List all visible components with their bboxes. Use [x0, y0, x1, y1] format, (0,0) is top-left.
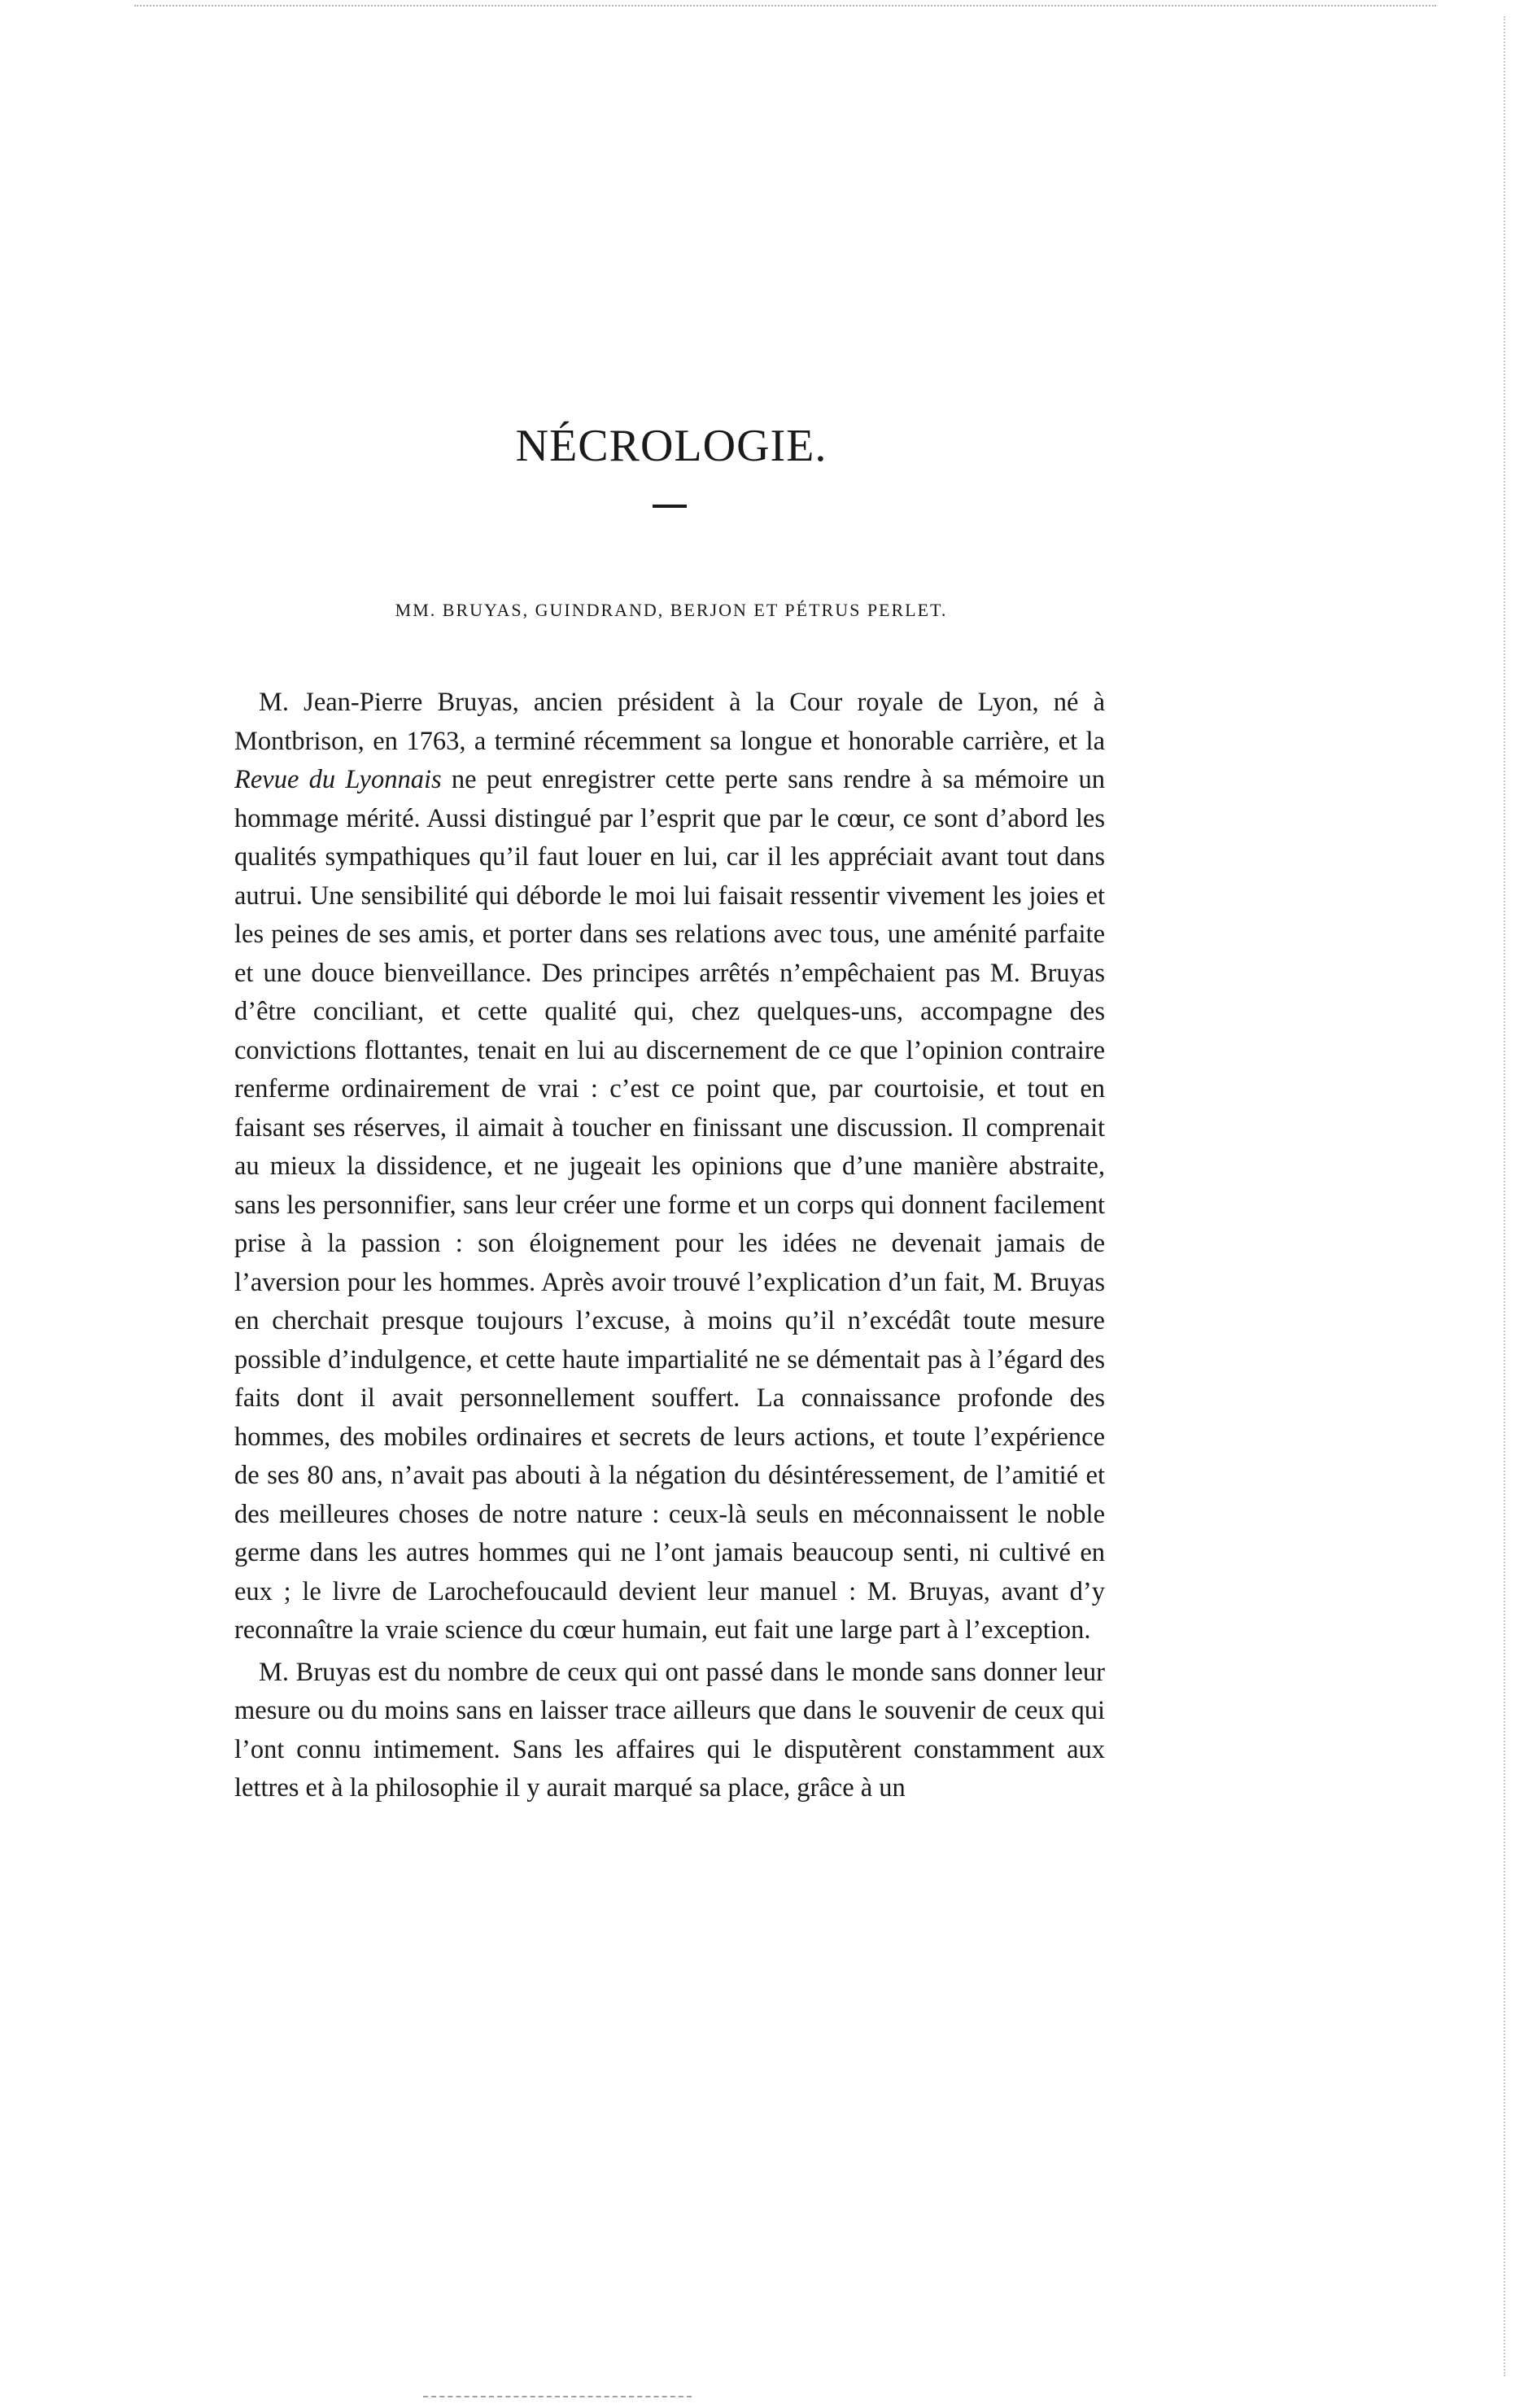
paragraph-1-part-1: M. Jean-Pierre Bruyas, ancien président à la Cour royale de Lyon, né à Montbrison, en 1763, a terminé récemment sa longue et honorable carrière, et la	[234, 688, 1105, 756]
scan-artifact-top	[134, 5, 1436, 8]
scan-artifact-bottom	[423, 2396, 692, 2399]
scan-artifact-right	[1504, 16, 1507, 2376]
title-divider	[653, 505, 687, 508]
section-subtitle: MM. BRUYAS, GUINDRAND, BERJON ET PÉTRUS PERLET.	[395, 600, 948, 620]
body-text	[234, 684, 1105, 1808]
page-title: NÉCROLOGIE.	[515, 420, 828, 471]
journal-title-italic: Revue du Lyonnais	[234, 765, 442, 794]
paragraph-1	[234, 684, 1105, 1650]
paragraph-2: M. Bruyas est du nombre de ceux qui ont passé dans le monde sans donner leur mesure ou du moins sans en laisser trace ailleurs que dans le souvenir de ceux qui l’ont connu intimement. Sans les affaires qui le disputèrent constamment aux lettres et à la philosophie il y aurait marqué sa place, grâce à un	[234, 1657, 1105, 1803]
paragraph-1-part-2: ne peut enregistrer cette perte sans rendre à sa mémoire un hommage mérité. Aussi distingué par l’esprit que par le cœur, ce sont d’abord les qualités sympathiques qu’il faut louer en lui, car il les appréciait avant tout dans autrui. Une sensibilité qui déborde le moi lui faisait ressentir vivement les joies et les peines de ses amis, et porter dans ses relations avec tous, une aménité parfaite et une douce bienveillance. Des principes arrêtés n’empêchaient pas M. Bruyas d’être conciliant, et cette qualité qui, chez quelques-uns, accompagne des convictions flottantes, tenait en lui au discernement de ce que l’opinion contraire renferme ordinairement de vrai : c’est ce point que, par courtoisie, et tout en faisant ses réserves, il aimait à toucher en finissant une discussion. Il comprenait au mieux la dissidence, et ne jugeait les opinions que d’une manière abstraite, sans les personnifier, sans leur créer une forme et un corps qui donnent facilement prise à la passion : son éloignement pour les idées ne devenait jamais de l’aversion pour les hommes. Après avoir trouvé l’explication d’un fait, M. Bruyas en cherchait presque toujours l’excuse, à moins qu’il n’excédât toute mesure possible d’indulgence, et cette haute impartialité ne se démentait pas à l’égard des faits dont il avait personnellement souffert. La connaissance profonde des hommes, des mobiles ordinaires et secrets de leurs actions, et toute l’expérience de ses 80 ans, n’avait pas abouti à la négation du désintéressement, de l’amitié et des meilleures choses de notre nature : ceux-là seuls en méconnaissent le noble germe dans les autres hommes qui ne l’ont jamais beaucoup senti, ni cultivé en eux ; le livre de Larochefoucauld devient leur manuel : M. Bruyas, avant d’y reconnaître la vraie science du cœur humain, eut fait une large part à l’exception.	[234, 765, 1105, 1645]
